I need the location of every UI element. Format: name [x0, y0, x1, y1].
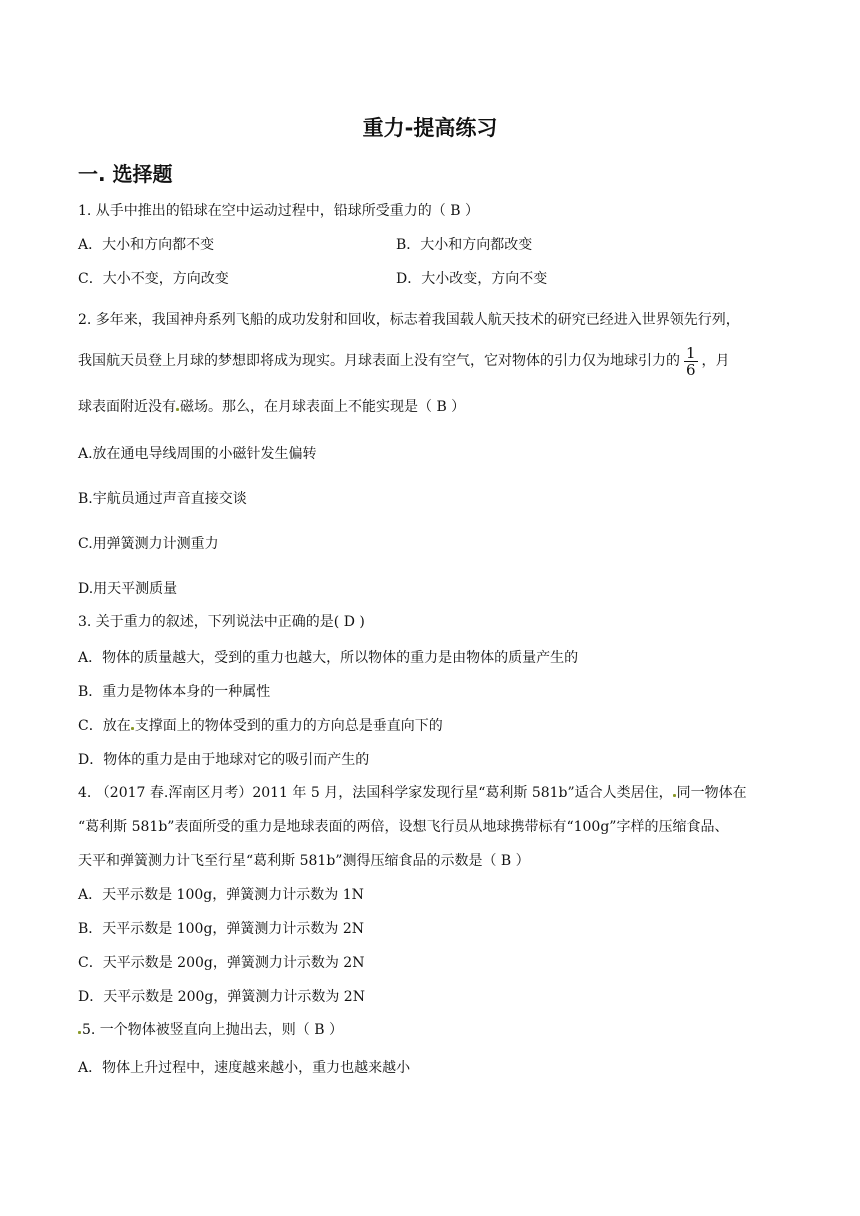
fraction-denominator: 6 [686, 360, 696, 379]
q2-stem-line2 [78, 343, 730, 379]
q2-option-a: A.放在通电导线周围的小磁针发生偏转 [78, 446, 317, 462]
q3-option-c-b: 支撑面上的物体受到的重力的方向总是垂直向下的 [134, 718, 443, 734]
q1-option-a: A．大小和方向都不变 [78, 237, 215, 253]
q4-stem-line1-a: 4. （2017 春.浑南区月考）2011 年 5 月，法国科学家发现行星“葛利斯 581b”适合人类居住， [78, 785, 673, 801]
q4-option-c: C．天平示数是 200g，弹簧测力计示数为 2N [78, 955, 365, 971]
marker-dot-icon [131, 727, 134, 730]
q2-option-c: C.用弹簧测力计测重力 [78, 536, 219, 552]
q5-option-a: A．物体上升过程中，速度越来越小，重力也越来越小 [78, 1060, 411, 1076]
q2-option-d: D.用天平测质量 [78, 581, 178, 597]
marker-dot-icon [176, 408, 179, 411]
q4-option-b: B．天平示数是 100g，弹簧测力计示数为 2N [78, 921, 365, 937]
q2-option-b: B.宇航员通过声音直接交谈 [78, 491, 247, 507]
marker-dot-icon [78, 1031, 81, 1034]
q2-stem-line3-a: 球表面附近没有 [78, 399, 176, 415]
q3-option-d: D．物体的重力是由于地球对它的吸引而产生的 [78, 752, 370, 768]
q3-option-c-a: C．放在 [78, 718, 131, 734]
fraction-numerator: 1 [686, 343, 696, 362]
q4-stem-line3: 天平和弹簧测力计飞至行星“葛利斯 581b”测得压缩食品的示数是（ B ） [78, 853, 530, 869]
fraction-one-sixth [684, 345, 698, 378]
q5-stem-text: 5. 一个物体被竖直向上抛出去，则（ B ） [82, 1022, 343, 1038]
q2-stem-line2-tail: ，月 [701, 353, 730, 369]
section-heading: 一. 选择题 [78, 162, 173, 186]
q3-option-c [78, 716, 443, 736]
q2-stem-line1: 2. 多年来，我国神舟系列飞船的成功发射和回收，标志着我国载人航天技术的研究已经进入世界领先行列， [78, 312, 740, 328]
q4-stem-line1-b: 同一物体在 [676, 785, 747, 801]
q2-stem-line2-text: 我国航天员登上月球的梦想即将成为现实。月球表面上没有空气，它对物体的引力仅为地球引力的 [78, 353, 680, 369]
q3-stem: 3. 关于重力的叙述，下列说法中正确的是( D ) [78, 614, 365, 630]
marker-dot-icon [673, 794, 676, 797]
q4-option-d: D．天平示数是 200g，弹簧测力计示数为 2N [78, 989, 365, 1005]
q3-option-b: B．重力是物体本身的一种属性 [78, 684, 271, 700]
q2-stem-line3 [78, 397, 465, 417]
q5-stem [78, 1020, 343, 1040]
q4-stem-line2: “葛利斯 581b”表面所受的重力是地球表面的两倍，设想飞行员从地球携带标有“100g”字样的压缩食品、 [78, 819, 729, 835]
q1-option-b: B．大小和方向都改变 [396, 237, 533, 253]
q4-stem-line1 [78, 783, 747, 803]
q1-option-c: C．大小不变，方向改变 [78, 271, 229, 287]
page-title: 重力-提高练习 [362, 116, 498, 140]
q1-option-d: D．大小改变，方向不变 [396, 271, 548, 287]
q3-option-a: A．物体的质量越大，受到的重力也越大，所以物体的重力是由物体的质量产生的 [78, 650, 579, 666]
q2-stem-line3-b: 磁场。那么，在月球表面上不能实现是（ B ） [180, 399, 466, 415]
q4-option-a: A．天平示数是 100g，弹簧测力计示数为 1N [78, 887, 364, 903]
q1-stem: 1. 从手中推出的铅球在空中运动过程中，铅球所受重力的（ B ） [78, 203, 479, 219]
